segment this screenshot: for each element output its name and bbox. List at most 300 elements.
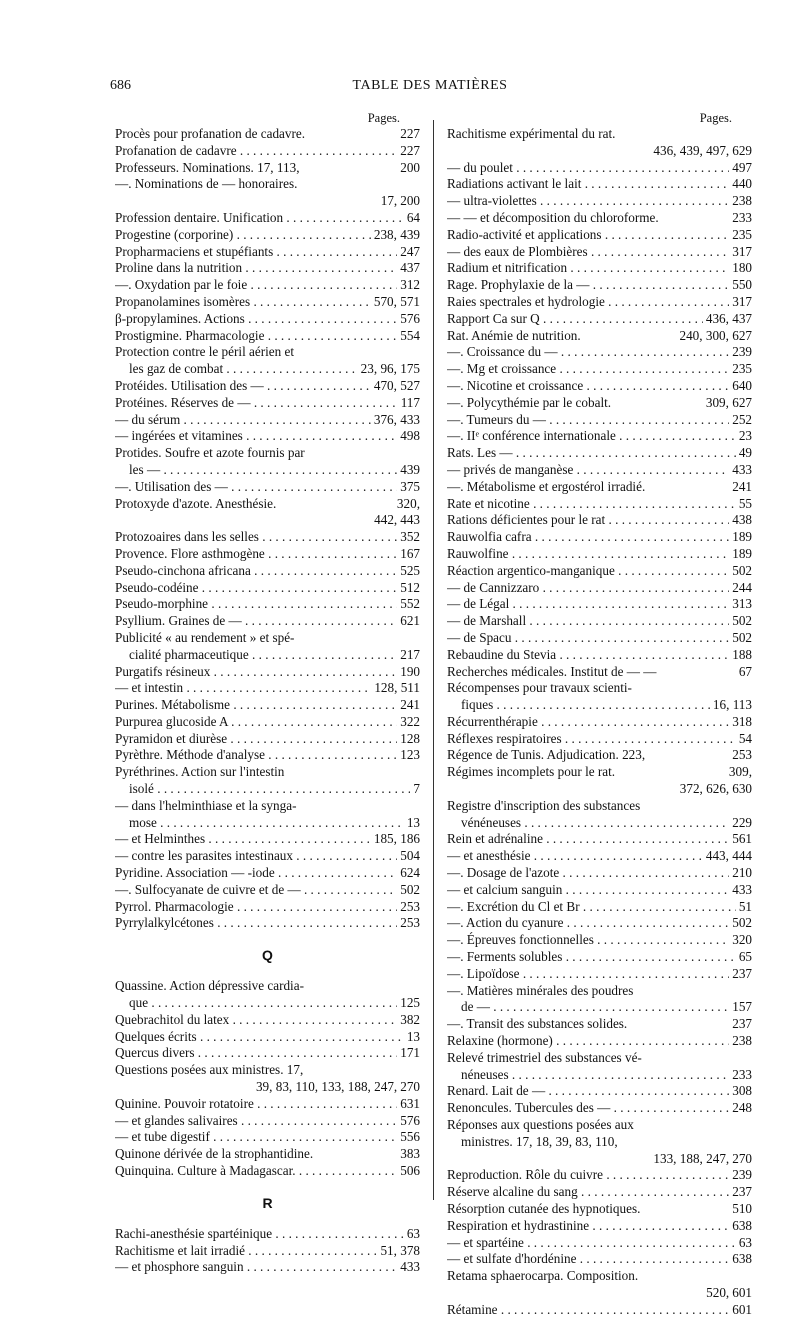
entry-pages: 241 [400, 697, 420, 713]
entry-text: β-propylamines. Actions . . . [115, 311, 397, 328]
index-entry [447, 344, 752, 361]
index-entry [447, 1100, 752, 1117]
entry-pages: 433 [400, 1259, 420, 1275]
entry-text: —. Excrétion du Cl et Br . . . [447, 899, 736, 916]
index-entry [115, 1259, 420, 1276]
index-entry [447, 479, 752, 496]
index-entry [447, 865, 752, 882]
entry-text: Rauwolfine . . . [447, 546, 729, 563]
index-entry [447, 1033, 752, 1050]
entry-pages: 313 [732, 596, 752, 612]
entry-pages: 239 [732, 344, 752, 360]
index-entry [115, 1113, 420, 1130]
entry-text: 133, 188, 247, [653, 1150, 730, 1166]
index-entry [447, 714, 752, 731]
entry-pages: 638 [732, 1217, 752, 1233]
index-entry [115, 395, 420, 412]
index-entry [115, 546, 420, 563]
index-entry [447, 428, 752, 445]
entry-text: — du poulet . . . [447, 160, 729, 177]
entry-text: Prostigmine. Pharmacologie . . . [115, 328, 397, 345]
entry-text: — et spartéine . . . [447, 1235, 736, 1252]
entry-pages: 497 [732, 159, 752, 175]
entry-text: Protozoaires dans les selles . . . [115, 529, 397, 546]
entry-pages: 237 [732, 1016, 752, 1032]
entry-text: Protection contre le péril aérien et [115, 344, 295, 360]
index-entry [447, 697, 752, 714]
entry-text: — — et décomposition du chloroforme. [447, 209, 659, 225]
index-entry [115, 1045, 420, 1062]
entry-pages: 630 [732, 781, 752, 797]
entry-text: Rauwolfia cafra . . . [447, 529, 729, 546]
entry-pages: 552 [400, 596, 420, 612]
entry-text: — contre les parasites intestinaux . . . [115, 848, 397, 865]
entry-text: Pyridine. Association — -iode . . . [115, 865, 397, 882]
page-number: 686 [110, 78, 131, 93]
pages-label: Pages. [367, 111, 400, 125]
entry-pages: 180 [732, 260, 752, 276]
entry-pages: 248 [732, 1100, 752, 1116]
entry-pages: 239 [732, 1167, 752, 1183]
entry-pages: 309, 627 [705, 394, 752, 410]
entry-text: Réaction argentico-manganique . . . [447, 563, 729, 580]
entry-text: Régence de Tunis. Adjudication. 223, [447, 747, 646, 763]
index-entry [447, 1251, 752, 1268]
index-entry [115, 664, 420, 681]
entry-text: Quelques écrits . . . [115, 1029, 404, 1046]
index-entry [447, 277, 752, 294]
entry-text: Quebrachitol du latex . . . [115, 1012, 397, 1029]
entry-text: Réserve alcaline du sang . . . [447, 1184, 729, 1201]
index-entry [115, 176, 420, 193]
index-entry [115, 831, 420, 848]
entry-text: Procès pour profanation de cadavre. [115, 126, 306, 141]
entry-text: —. Utilisation des — . . . [115, 479, 397, 496]
index-entry [447, 915, 752, 932]
index-entry [447, 512, 752, 529]
entry-text: Pyrèthre. Méthode d'analyse . . . [115, 747, 397, 764]
entry-text: —. Métabolisme et ergostérol irradié. [447, 478, 646, 494]
index-entry [447, 227, 752, 244]
index-entry [115, 496, 420, 513]
index-entry [115, 378, 420, 395]
index-entry [115, 764, 420, 781]
index-entry [115, 697, 420, 714]
entry-text: Réflexes respiratoires . . . [447, 731, 736, 748]
index-entry [115, 563, 420, 580]
entry-text: 39, 83, 110, 133, 188, 247, [255, 1079, 398, 1095]
entry-pages: 167 [400, 545, 420, 561]
entry-pages: 576 [400, 310, 420, 326]
entry-pages: 65 [738, 949, 752, 965]
section-gap [115, 1214, 420, 1226]
entry-pages: 376, 433 [373, 411, 420, 427]
entry-pages: 556 [400, 1129, 420, 1145]
entry-pages: 320 [732, 932, 752, 948]
index-entry [447, 445, 752, 462]
entry-text: — dans l'helminthiase et la synga- [115, 797, 297, 813]
index-entry [115, 428, 420, 445]
entry-text: —. Action du cyanure . . . [447, 915, 729, 932]
entry-pages: 638 [732, 1251, 752, 1267]
entry-pages: 253 [400, 915, 420, 931]
entry-text: Protéides. Utilisation des — . . . [115, 378, 371, 395]
index-entry [447, 882, 752, 899]
entry-text: — des eaux de Plombières . . . [447, 244, 729, 261]
entry-text: — ultra-violettes . . . [447, 193, 729, 210]
entry-text: Régimes incomplets pour le rat. [447, 764, 616, 780]
entry-pages: 640 [732, 377, 752, 393]
entry-pages: 498 [400, 428, 420, 444]
index-entry [447, 1016, 752, 1033]
entry-pages: 210 [732, 865, 752, 881]
entry-pages: 55 [738, 495, 752, 511]
entry-text: Réponses aux questions posées aux [447, 1117, 634, 1133]
index-entry [447, 260, 752, 277]
entry-pages: 621 [400, 613, 420, 629]
entry-pages: 270 [732, 1150, 752, 1166]
index-entry [115, 1062, 420, 1079]
entry-pages: 233 [732, 1066, 752, 1082]
entry-text: que . . . [129, 995, 397, 1012]
entry-text: —. Épreuves fonctionnelles . . . [447, 932, 729, 949]
entry-text: Rebaudine du Stevia . . . [447, 647, 729, 664]
index-entry [447, 529, 752, 546]
entry-text: Respiration et hydrastinine . . . [447, 1218, 729, 1235]
entry-pages: 189 [732, 545, 752, 561]
index-entry [447, 412, 752, 429]
entry-pages: 67 [738, 663, 752, 679]
entry-text: Protéines. Réserves de — . . . [115, 395, 398, 412]
index-entry [115, 160, 420, 177]
index-entry [115, 1163, 420, 1180]
entry-pages: 253 [732, 747, 752, 763]
entry-text: Retama sphaerocarpa. Composition. [447, 1268, 639, 1284]
entry-pages: 550 [732, 277, 752, 293]
entry-pages: 217 [400, 646, 420, 662]
entry-text: — de Spacu . . . [447, 630, 729, 647]
index-entry [115, 512, 420, 529]
entry-text: — et anesthésie . . . [447, 848, 703, 865]
entry-text: Rapport Ca sur Q . . . [447, 311, 703, 328]
entry-pages: 200 [400, 193, 420, 209]
entry-text: Pyrrol. Pharmacologie . . . [115, 899, 397, 916]
entry-pages: 123 [400, 747, 420, 763]
entry-text: Pseudo-morphine . . . [115, 596, 397, 613]
entry-text: Rations déficientes pour le rat . . . [447, 512, 729, 529]
section-letter: R [262, 1194, 273, 1211]
entry-pages: 13 [406, 814, 420, 830]
entry-text: Pyrrylalkylcétones . . . [115, 915, 397, 932]
index-entry [115, 647, 420, 664]
entry-text: 520, [706, 1284, 730, 1300]
entry-pages: 51, 378 [380, 1242, 420, 1258]
entry-pages: 433 [732, 461, 752, 477]
index-entry [115, 882, 420, 899]
entry-text: Rétamine . . . [447, 1302, 729, 1319]
entry-text: Rachitisme expérimental du rat. [447, 126, 616, 141]
entry-text: —. Matières minérales des poudres [447, 982, 634, 998]
entry-text: — du sérum . . . [115, 412, 371, 429]
entry-pages: 63 [406, 1225, 420, 1241]
entry-pages: 51 [738, 898, 752, 914]
entry-text: 17, [380, 193, 398, 209]
entry-text: — et glandes salivaires . . . [115, 1113, 397, 1130]
index-entry [447, 647, 752, 664]
entry-text: Profanation de cadavre . . . [115, 143, 397, 160]
entry-text: Proline dans la nutrition . . . [115, 260, 397, 277]
index-entry [115, 361, 420, 378]
index-entry [115, 747, 420, 764]
index-entry [447, 462, 752, 479]
entry-pages: 190 [400, 663, 420, 679]
entry-pages: 117 [400, 394, 420, 410]
entry-text: Relevé trimestriel des substances vé- [447, 1049, 642, 1065]
index-entry [115, 1096, 420, 1113]
entry-text: — et calcium sanguin . . . [447, 882, 729, 899]
entry-text: Pseudo-cinchona africana . . . [115, 563, 397, 580]
entry-pages: 185, 186 [373, 831, 420, 847]
index-entry [115, 344, 420, 361]
index-entry [447, 596, 752, 613]
entry-pages: 13 [406, 1028, 420, 1044]
entry-text: Radium et nitrification . . . [447, 260, 729, 277]
entry-text: Relaxine (hormone) . . . [447, 1033, 729, 1050]
index-entry [447, 294, 752, 311]
index-entries-right [447, 126, 752, 1319]
entry-pages: 238, 439 [373, 226, 420, 242]
index-entry [115, 848, 420, 865]
index-entry [447, 1151, 752, 1168]
index-entry [447, 210, 752, 227]
entry-pages: 506 [400, 1163, 420, 1179]
index-column-left [115, 110, 420, 1276]
index-entry [447, 1235, 752, 1252]
entry-text: — et phosphore sanguin . . . [115, 1259, 397, 1276]
index-entry [447, 999, 752, 1016]
entry-text: — et intestin . . . [115, 680, 371, 697]
entry-pages: 23 [738, 428, 752, 444]
entry-text: Publicité « au rendement » et spé- [115, 629, 295, 645]
entry-text: Purpurea glucoside A . . . [115, 714, 397, 731]
entry-text: Propanolamines isomères . . . [115, 294, 371, 311]
entry-pages: 241 [732, 478, 752, 494]
entry-pages: 502 [400, 881, 420, 897]
index-entry [447, 1285, 752, 1302]
index-entry [115, 479, 420, 496]
entry-text: Rachi-anesthésie spartéinique . . . [115, 1226, 404, 1243]
entry-pages: 375 [400, 478, 420, 494]
entry-text: — et tube digestif . . . [115, 1129, 397, 1146]
entry-text: Protoxyde d'azote. Anesthésie. [115, 495, 277, 511]
entry-text: 436, 439, 497, [653, 142, 730, 158]
index-entry [115, 613, 420, 630]
section-gap [115, 1180, 420, 1192]
entry-pages: 128, 511 [374, 680, 420, 696]
entry-text: — et Helminthes . . . [115, 831, 371, 848]
entry-text: Rate et nicotine . . . [447, 496, 736, 513]
entry-pages: 188 [732, 646, 752, 662]
entry-text: 372, 626, [679, 781, 730, 797]
entry-pages: 229 [732, 814, 752, 830]
entry-pages: 443, 444 [705, 848, 752, 864]
entry-text: —. Transit des substances solides. [447, 1016, 628, 1032]
entry-pages: 317 [732, 243, 752, 259]
entry-pages: 554 [400, 327, 420, 343]
entry-pages: 561 [732, 831, 752, 847]
index-entry [115, 865, 420, 882]
index-entry [447, 680, 752, 697]
index-entry [447, 546, 752, 563]
entry-text: ministres. 17, 18, 39, 83, 110, [461, 1133, 618, 1149]
entry-pages: 235 [732, 361, 752, 377]
entry-pages: 383 [400, 1146, 420, 1162]
entry-text: — privés de manganèse . . . [447, 462, 729, 479]
index-entry [447, 764, 752, 781]
index-entry [115, 412, 420, 429]
index-entry [447, 983, 752, 1000]
index-entry [115, 815, 420, 832]
entry-text: Rage. Prophylaxie de la — . . . [447, 277, 729, 294]
entry-pages: 502 [732, 613, 752, 629]
index-entry [115, 143, 420, 160]
index-entry [447, 496, 752, 513]
entry-pages: 510 [732, 1201, 752, 1216]
index-entry [447, 781, 752, 798]
entry-text: Radio-activité et applications . . . [447, 227, 729, 244]
entry-text: Rats. Les — . . . [447, 445, 736, 462]
entry-pages: 7 [413, 781, 420, 797]
index-entry [115, 1012, 420, 1029]
entry-pages: 227 [400, 142, 420, 158]
entry-pages: 438 [732, 512, 752, 528]
entry-pages: 322 [400, 713, 420, 729]
entry-pages: 128 [400, 730, 420, 746]
entry-text: Quinquina. Culture à Madagascar. . . . [115, 1163, 397, 1180]
index-entry [447, 1050, 752, 1067]
entry-text: Protides. Soufre et azote fournis par [115, 445, 305, 461]
entry-pages: 502 [732, 629, 752, 645]
section-gap [115, 966, 420, 978]
index-entry [447, 176, 752, 193]
entry-pages: 227 [400, 126, 420, 141]
entry-text: Quinine. Pouvoir rotatoire . . . [115, 1096, 397, 1113]
entry-text: — de Légal . . . [447, 596, 729, 613]
entry-text: néneuses . . . [461, 1067, 729, 1084]
entry-pages: 440 [732, 176, 752, 192]
page-title: TABLE DES MATIÈRES [352, 78, 508, 93]
entry-pages: 157 [732, 999, 752, 1015]
index-entry [447, 193, 752, 210]
index-entries-left [115, 126, 420, 1276]
index-entry [447, 126, 752, 143]
entry-text: Profession dentaire. Unification . . . [115, 210, 404, 227]
index-entry [115, 193, 420, 210]
index-entry [115, 1243, 420, 1260]
entry-pages: 240, 300, 627 [679, 327, 752, 343]
entry-pages: 382 [400, 1011, 420, 1027]
index-entry [115, 210, 420, 227]
entry-pages: 318 [732, 713, 752, 729]
entry-pages: 433 [732, 881, 752, 897]
entry-pages: 443 [400, 512, 420, 528]
index-entry [447, 798, 752, 815]
entry-text: Radiations activant le lait . . . [447, 176, 729, 193]
entry-pages: 439 [400, 461, 420, 477]
entry-text: Quercus divers . . . [115, 1045, 397, 1062]
entry-pages: 270 [400, 1079, 420, 1095]
index-entry [447, 664, 752, 681]
entry-text: Pyréthrines. Action sur l'intestin [115, 764, 285, 780]
entry-pages: 63 [738, 1234, 752, 1250]
index-entry [447, 563, 752, 580]
index-entry [115, 781, 420, 798]
index-entry [115, 445, 420, 462]
index-entry [447, 395, 752, 412]
index-entry [115, 580, 420, 597]
index-entry [115, 227, 420, 244]
entry-pages: 504 [400, 848, 420, 864]
index-entry [447, 311, 752, 328]
entry-text: Quinone dérivée de la strophantidine. [115, 1146, 314, 1162]
entry-pages: 502 [732, 562, 752, 578]
index-entry [447, 378, 752, 395]
entry-text: Propharmaciens et stupéfiants . . . [115, 244, 397, 261]
entry-text: —. Sulfocyanate de cuivre et de — . . . [115, 882, 397, 899]
index-entry [447, 143, 752, 160]
entry-pages: 320, [396, 495, 420, 511]
page-header [110, 78, 750, 100]
index-entry [115, 294, 420, 311]
entry-pages: 352 [400, 529, 420, 545]
index-entry [447, 932, 752, 949]
entry-pages: 631 [400, 1095, 420, 1111]
index-entry [115, 529, 420, 546]
entry-pages: 238 [732, 193, 752, 209]
entry-pages: 23, 96, 175 [360, 361, 420, 377]
index-entry [115, 328, 420, 345]
entry-text: — et sulfate d'hordénine . . . [447, 1251, 729, 1268]
entry-pages: 252 [732, 411, 752, 427]
entry-pages: 54 [738, 730, 752, 746]
entry-pages: 525 [400, 562, 420, 578]
index-entry [115, 899, 420, 916]
index-entry [115, 126, 420, 143]
index-entry [447, 949, 752, 966]
entry-text: —. Lipoïdose . . . [447, 966, 729, 983]
index-entry [447, 244, 752, 261]
index-entry [447, 1067, 752, 1084]
entry-pages: 171 [400, 1045, 420, 1061]
entry-text: Recherches médicales. Institut de — — [447, 663, 657, 679]
entry-pages: 317 [732, 293, 752, 309]
entry-pages: 601 [732, 1301, 752, 1317]
index-entry [447, 1083, 752, 1100]
index-entry [115, 462, 420, 479]
entry-text: Récompenses pour travaux scienti- [447, 680, 632, 696]
entry-text: de — . . . [461, 999, 729, 1016]
entry-text: —. Nicotine et croissance . . . [447, 378, 729, 395]
index-entry [115, 1129, 420, 1146]
entry-text: —. Tumeurs du — . . . [447, 412, 729, 429]
index-entry [447, 361, 752, 378]
entry-pages: 502 [732, 915, 752, 931]
pages-label: Pages. [699, 111, 732, 125]
entry-text: — de Marshall . . . [447, 613, 729, 630]
column-divider [433, 120, 434, 1200]
index-entry [447, 815, 752, 832]
entry-pages: 244 [732, 579, 752, 595]
